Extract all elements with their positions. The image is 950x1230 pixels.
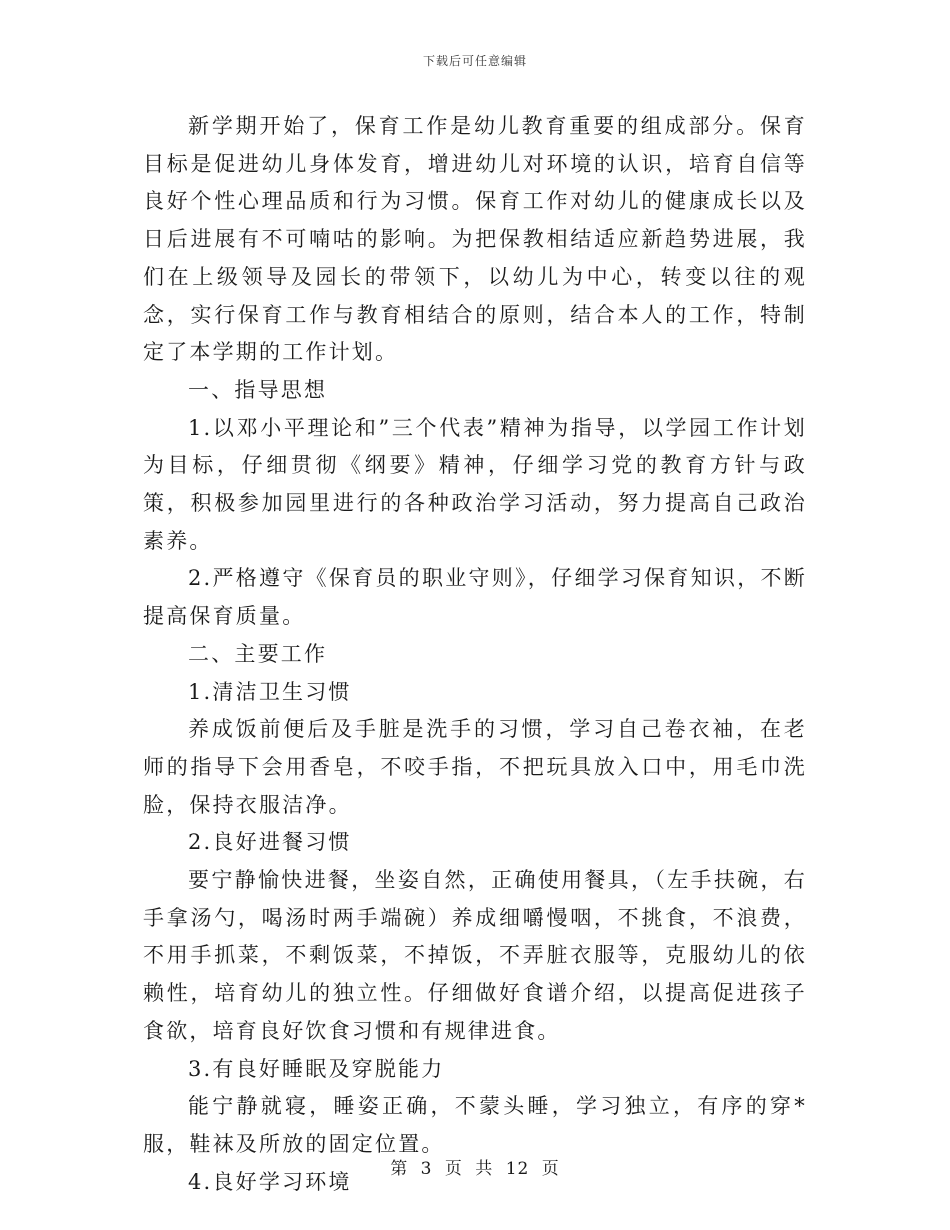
header-note: 下载后可任意编辑 [422, 54, 527, 68]
subheading-learning-environment: 4.良好学习环境 [188, 1169, 352, 1194]
subheading-sleep-dressing: 3.有良好睡眠及穿脱能力 [188, 1056, 445, 1081]
section-heading-guiding-ideology: 一、指导思想 [188, 377, 328, 402]
intro-paragraph: 新学期开始了，保育工作是幼儿教育重要的组成部分。保育目标是促进幼儿身体发育，增进幼儿对环境的认识，培育自信等良好个性心理品质和行为习惯。保育工作对幼儿的健康成长以及日后进展有不可喃咕的影响。为把保教相结适应新趋势进展，我们在上级领导及园长的带领下，以幼儿为中心，转变以往的观念，实行保育工作与教育相结合的原则，结合本人的工作，特制定了本学期的工作计划。 [143, 114, 807, 365]
paragraph-item-1: 1.以邓小平理论和”三个代表”精神为指导，以学园工作计划为目标，仔细贯彻《纲要》精神，仔细学习党的教育方针与政策，积极参加园里进行的各种政治学习活动，努力提高自己政治素养。 [143, 415, 807, 553]
paragraph-sleep-dressing: 能宁静就寝，睡姿正确，不蒙头睡，学习独立，有序的穿*服，鞋袜及所放的固定位置。 [143, 1094, 807, 1156]
page-number-footer: 第 3 页 共 12 页 [390, 1159, 560, 1179]
subheading-eating-habits: 2.良好进餐习惯 [188, 830, 352, 855]
document-body [143, 108, 807, 1201]
paragraph-eating-habits: 要宁静愉快进餐，坐姿自然，正确使用餐具，（左手扶碗，右手拿汤勺，喝汤时两手端碗）养成细嚼慢咽，不挑食，不浪费，不用手抓菜，不剩饭菜，不掉饭，不弄脏衣服等，克服幼儿的依赖性，培育幼儿的独立性。仔细做好食谱介绍，以提高促进孩子食欲，培育良好饮食习惯和有规律进食。 [143, 868, 807, 1043]
paragraph-item-2: 2.严格遵守《保育员的职业守则》，仔细学习保育知识，不断提高保育质量。 [143, 566, 807, 629]
subheading-hygiene-habits: 1.清洁卫生习惯 [188, 679, 352, 704]
paragraph-hygiene-habits: 养成饭前便后及手脏是洗手的习惯，学习自己卷衣袖，在老师的指导下会用香皂，不咬手指，不把玩具放入口中，用毛巾洗脸，保持衣服洁净。 [143, 717, 807, 817]
section-heading-main-work: 二、主要工作 [188, 641, 328, 666]
